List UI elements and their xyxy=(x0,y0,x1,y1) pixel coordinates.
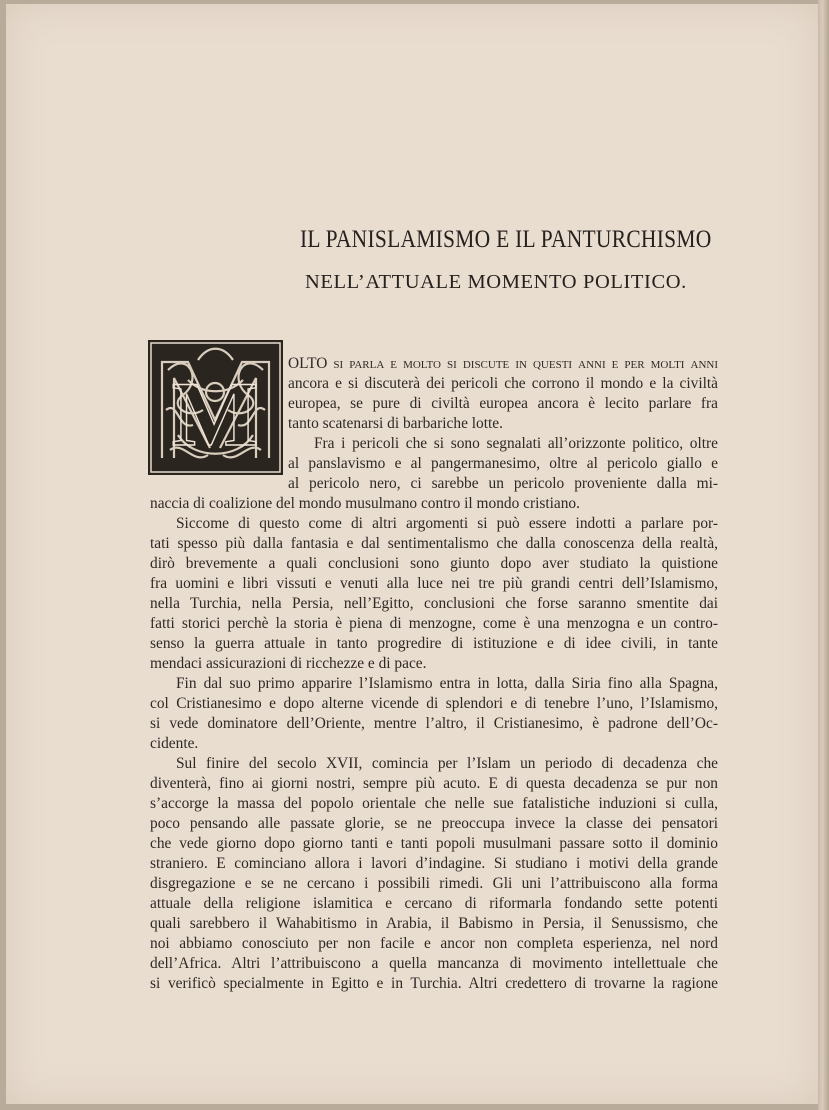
text-line: tanto scatenarsi di barbariche lotte. xyxy=(288,415,503,432)
text-line: dirò brevemente a quali conclusioni sono giunto dopo aver studiato la quistione xyxy=(150,555,718,572)
text-line: Siccome di questo come di altri argomenti si può essere indotti a parlare por- xyxy=(176,515,718,532)
text-line: al pericolo nero, ci sarebbe un pericolo proveniente dalla mi- xyxy=(288,475,718,492)
text-line: che vede giorno dopo giorno tanti e tanti popoli musulmani passare sotto il dominio xyxy=(150,835,718,852)
article-body xyxy=(150,354,718,994)
text-line: attuale della religione islamitica e cercano di riformarla fondando sette potenti xyxy=(150,895,718,912)
text-line: noi abbiamo conosciuto per non facile e ancor non completa esperienza, nel nord xyxy=(150,935,718,952)
text-line: naccia di coalizione del mondo musulmano contro il mondo cristiano. xyxy=(150,495,580,512)
text-line: disgregazione e se ne cercano i possibili rimedi. Gli uni l’attribuiscono alla forma xyxy=(150,875,718,892)
text-line: tati spesso più dalla fantasia e dal sentimentalismo che dalla conoscenza della realtà, xyxy=(150,535,718,552)
text-line: s’accorge la massa del popolo orientale che nelle sue fatalistiche induzioni si culla, xyxy=(150,795,718,812)
text-line: mendaci assicurazioni di ricchezze e di pace. xyxy=(150,655,427,672)
text-line: senso la guerra attuale in tanto progredire di istituzione e di idee civili, in tante xyxy=(150,635,718,652)
text-line: al panslavismo e al pangermanesimo, oltre al pericolo giallo e xyxy=(288,455,718,472)
article-title: IL PANISLAMISMO E IL PANTURCHISMO xyxy=(300,226,712,253)
text-line: Sul finire del secolo XVII, comincia per l’Islam un periodo di decadenza che xyxy=(176,755,718,772)
text-line: straniero. E cominciano allora i lavori d’indagine. Si studiano i motivi della grande xyxy=(150,855,718,872)
page-edge xyxy=(818,0,829,1110)
text-line: dell’Africa. Altri l’attribuiscono a quella mancanza di movimento intellettuale che xyxy=(150,955,718,972)
text-line: col Cristianesimo e dopo alterne vicende di splendori e di tenebre l’uno, l’Islamismo, xyxy=(150,695,718,712)
text-line: si verificò specialmente in Egitto e in Turchia. Altri credettero di trovarne la ragione xyxy=(150,975,718,992)
text-line: si vede dominatore dell’Oriente, mentre l’altro, il Cristianesimo, è padrone dell’Oc- xyxy=(150,715,718,732)
article-subtitle: NELL’ATTUALE MOMENTO POLITICO. xyxy=(305,271,687,293)
text-line: nella Turchia, nella Persia, nell’Egitto, conclusioni che forse saranno smentite dai xyxy=(150,595,718,612)
text-line: europea, se pure di civiltà europea ancora è lecito parlare fra xyxy=(288,395,718,412)
initial-letter: M xyxy=(171,363,259,465)
text-line: diventerà, fino ai giorni nostri, sempre più acuto. E di questa decadenza se pur non xyxy=(150,775,718,792)
text-line: OLTO si parla e molto si discute in questi anni e per molti anni xyxy=(288,355,718,372)
text-line: fra uomini e libri vissuti e venuti alla luce nei tre più grandi centri dell’Islamismo, xyxy=(150,575,718,592)
text-line: fatti storici perchè la storia è piena di menzogne, come è una menzogna e un contro- xyxy=(150,615,718,632)
text-line: Fin dal suo primo apparire l’Islamismo entra in lotta, dalla Siria fino alla Spagna, xyxy=(176,675,718,692)
text-line: poco pensando alle passate glorie, se ne preoccupa invece la classe dei pensatori xyxy=(150,815,718,832)
text-line: quali sarebbero il Wahabitismo in Arabia, il Babismo in Persia, il Senussismo, che xyxy=(150,915,718,932)
text-line: cidente. xyxy=(150,735,199,752)
text-line: ancora e si discuterà dei pericoli che corrono il mondo e la civiltà xyxy=(288,375,718,392)
text-line: Fra i pericoli che si sono segnalati all’orizzonte politico, oltre xyxy=(314,435,718,452)
